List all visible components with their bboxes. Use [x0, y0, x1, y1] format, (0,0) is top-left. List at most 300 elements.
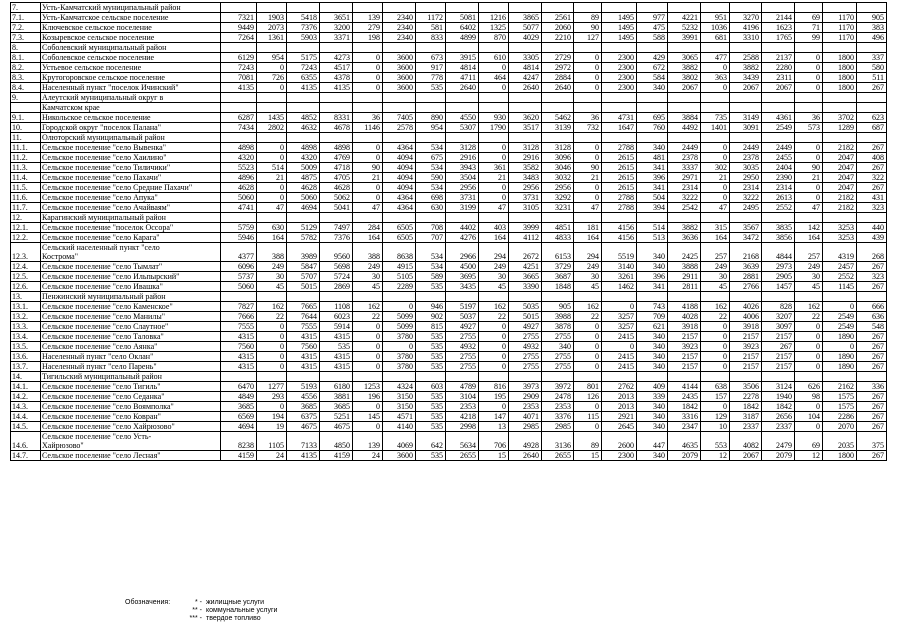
- cell-value: 496: [857, 33, 887, 43]
- cell-value: [701, 213, 730, 223]
- cell-value: 3035: [730, 163, 762, 173]
- cell-value: 403: [479, 223, 509, 233]
- cell-value: 954: [257, 53, 287, 63]
- cell-value: 902: [416, 312, 446, 322]
- cell-value: [730, 103, 762, 113]
- cell-value: 1495: [602, 33, 637, 43]
- cell-value: 2552: [823, 272, 857, 282]
- cell-value: [287, 372, 320, 382]
- cell-value: 2640: [509, 83, 542, 93]
- cell-value: 195: [479, 392, 509, 402]
- cell-value: 4315: [320, 362, 353, 372]
- cell-value: 0: [574, 193, 602, 203]
- cell-value: 3835: [762, 223, 795, 233]
- cell-value: 2561: [542, 13, 574, 23]
- cell-value: 5129: [287, 223, 320, 233]
- cell-value: 0: [823, 342, 857, 352]
- row-code: 13.5.: [11, 342, 41, 352]
- cell-value: [762, 133, 795, 143]
- row-name: Сельское поселение "село Аянка": [41, 342, 221, 352]
- cell-value: 22: [479, 312, 509, 322]
- cell-value: 5634: [446, 432, 479, 451]
- cell-value: [668, 133, 701, 143]
- cell-value: 408: [857, 153, 887, 163]
- cell-value: [257, 103, 287, 113]
- cell-value: 3136: [542, 432, 574, 451]
- cell-value: 164: [574, 233, 602, 243]
- cell-value: [353, 3, 383, 13]
- cell-value: 439: [857, 233, 887, 243]
- table-row: [11, 163, 887, 173]
- cell-value: 7376: [287, 23, 320, 33]
- cell-value: 4571: [383, 412, 416, 422]
- cell-value: 8638: [383, 243, 416, 262]
- row-code: 14.5.: [11, 422, 41, 432]
- legend-text: коммунальные услуги: [206, 607, 278, 614]
- cell-value: 2047: [823, 183, 857, 193]
- cell-value: 4094: [383, 173, 416, 183]
- cell-value: 4026: [730, 302, 762, 312]
- table-row: [11, 183, 887, 193]
- cell-value: [857, 93, 887, 103]
- cell-value: 2549: [823, 312, 857, 322]
- cell-value: 45: [353, 282, 383, 292]
- cell-value: 2300: [602, 73, 637, 83]
- cell-value: [383, 133, 416, 143]
- cell-value: 698: [416, 193, 446, 203]
- cell-value: 2415: [602, 332, 637, 342]
- row-code: 13.2.: [11, 312, 41, 322]
- cell-value: 2378: [730, 153, 762, 163]
- cell-value: [701, 133, 730, 143]
- cell-value: 341: [637, 282, 668, 292]
- cell-value: 7644: [287, 312, 320, 322]
- cell-value: 2289: [383, 282, 416, 292]
- cell-value: 0: [353, 183, 383, 193]
- cell-value: 3105: [509, 203, 542, 213]
- cell-value: 5099: [383, 322, 416, 332]
- cell-value: 0: [701, 342, 730, 352]
- cell-value: 3865: [509, 13, 542, 23]
- cell-value: [416, 3, 446, 13]
- cell-value: 0: [701, 143, 730, 153]
- cell-value: 4899: [446, 33, 479, 43]
- table-row: [11, 13, 887, 23]
- cell-value: 709: [637, 312, 668, 322]
- cell-value: 0: [795, 53, 823, 63]
- row-code: 8.2.: [11, 63, 41, 73]
- cell-value: [509, 213, 542, 223]
- cell-value: 69: [795, 432, 823, 451]
- cell-value: 4247: [509, 73, 542, 83]
- cell-value: [668, 292, 701, 302]
- cell-value: 3091: [730, 123, 762, 133]
- cell-value: 534: [416, 183, 446, 193]
- cell-value: 4898: [221, 143, 257, 153]
- row-code: 12.: [11, 213, 41, 223]
- table-row: [11, 272, 887, 282]
- cell-value: 3435: [446, 282, 479, 292]
- cell-value: 3780: [383, 362, 416, 372]
- cell-value: 22: [795, 312, 823, 322]
- cell-value: [446, 3, 479, 13]
- row-code: 14.2.: [11, 392, 41, 402]
- cell-value: 0: [257, 342, 287, 352]
- cell-value: [542, 43, 574, 53]
- cell-value: 977: [637, 13, 668, 23]
- cell-value: 3150: [383, 402, 416, 412]
- cell-value: 534: [416, 163, 446, 173]
- row-name: Сельское поселение "село Карага": [41, 233, 221, 243]
- row-code: 11.1.: [11, 143, 41, 153]
- cell-value: [730, 372, 762, 382]
- cell-value: 2640: [509, 451, 542, 461]
- cell-value: [383, 43, 416, 53]
- cell-value: [762, 43, 795, 53]
- cell-value: 4932: [446, 342, 479, 352]
- cell-value: 0: [795, 352, 823, 362]
- cell-value: 5782: [287, 233, 320, 243]
- cell-value: [574, 292, 602, 302]
- cell-value: 47: [701, 203, 730, 213]
- cell-value: 1105: [257, 432, 287, 451]
- cell-value: 621: [637, 322, 668, 332]
- table-row: [11, 402, 887, 412]
- cell-value: 162: [479, 302, 509, 312]
- cell-value: 1800: [823, 83, 857, 93]
- cell-value: 3472: [730, 233, 762, 243]
- cell-value: 0: [574, 83, 602, 93]
- cell-value: 30: [353, 272, 383, 282]
- cell-value: 36: [795, 113, 823, 123]
- cell-value: 778: [416, 73, 446, 83]
- cell-value: 21: [257, 173, 287, 183]
- cell-value: 5175: [287, 53, 320, 63]
- cell-value: 630: [416, 203, 446, 213]
- cell-value: 3200: [320, 23, 353, 33]
- cell-value: 5105: [383, 272, 416, 282]
- cell-value: 726: [257, 73, 287, 83]
- cell-value: 4635: [668, 432, 701, 451]
- cell-value: 2495: [730, 203, 762, 213]
- cell-value: 388: [353, 243, 383, 262]
- cell-value: 4789: [446, 382, 479, 392]
- cell-value: 5060: [287, 193, 320, 203]
- cell-value: 7434: [221, 123, 257, 133]
- cell-value: 383: [857, 23, 887, 33]
- row-code: 9.: [11, 93, 41, 103]
- row-code: 11.4.: [11, 173, 41, 183]
- cell-value: [542, 103, 574, 113]
- cell-value: [762, 93, 795, 103]
- cell-value: 71: [795, 23, 823, 33]
- cell-value: 157: [701, 392, 730, 402]
- cell-value: 534: [416, 143, 446, 153]
- cell-value: 2137: [762, 53, 795, 63]
- cell-value: 336: [857, 382, 887, 392]
- cell-value: 194: [257, 412, 287, 422]
- cell-value: [446, 133, 479, 143]
- cell-value: [221, 3, 257, 13]
- cell-value: [257, 372, 287, 382]
- cell-value: 4402: [446, 223, 479, 233]
- cell-value: 0: [353, 73, 383, 83]
- cell-value: 0: [479, 332, 509, 342]
- cell-value: [287, 93, 320, 103]
- cell-value: 3888: [668, 262, 701, 272]
- cell-value: [320, 292, 353, 302]
- cell-value: 1401: [701, 123, 730, 133]
- cell-value: [446, 292, 479, 302]
- cell-value: 396: [637, 173, 668, 183]
- cell-value: 4315: [221, 332, 257, 342]
- cell-value: 1172: [416, 13, 446, 23]
- cell-value: 12: [701, 451, 730, 461]
- cell-value: 162: [701, 302, 730, 312]
- cell-value: 4140: [383, 422, 416, 432]
- cell-value: 1890: [823, 352, 857, 362]
- cell-value: [762, 372, 795, 382]
- cell-value: 642: [416, 432, 446, 451]
- cell-value: 3139: [542, 123, 574, 133]
- cell-value: [446, 43, 479, 53]
- row-code: 7.2.: [11, 23, 41, 33]
- cell-value: 7243: [287, 63, 320, 73]
- cell-value: 0: [795, 83, 823, 93]
- row-code: 11.5.: [11, 183, 41, 193]
- cell-value: 4315: [221, 352, 257, 362]
- cell-value: 0: [574, 422, 602, 432]
- cell-value: 4556: [287, 392, 320, 402]
- cell-value: 3882: [730, 63, 762, 73]
- cell-value: 4315: [320, 332, 353, 342]
- row-name: Сельское поселение "село Средние Пахачи": [41, 183, 221, 193]
- cell-value: 4896: [221, 173, 257, 183]
- cell-value: 0: [701, 83, 730, 93]
- cell-value: 1800: [823, 73, 857, 83]
- cell-value: [823, 3, 857, 13]
- cell-value: 279: [353, 23, 383, 33]
- cell-value: [509, 3, 542, 13]
- cell-value: [479, 103, 509, 113]
- row-code: 13.1.: [11, 302, 41, 312]
- cell-value: 4082: [730, 432, 762, 451]
- cell-value: [637, 93, 668, 103]
- row-name: Сельское поселение "село Седанка": [41, 392, 221, 402]
- table-row: [11, 282, 887, 292]
- cell-value: 0: [257, 143, 287, 153]
- cell-value: 2656: [762, 412, 795, 422]
- cell-value: 340: [637, 342, 668, 352]
- cell-value: 0: [574, 63, 602, 73]
- cell-value: [637, 133, 668, 143]
- cell-value: 45: [574, 282, 602, 292]
- cell-value: 45: [257, 282, 287, 292]
- cell-value: [574, 213, 602, 223]
- cell-value: [542, 93, 574, 103]
- cell-value: 257: [701, 243, 730, 262]
- cell-value: [287, 43, 320, 53]
- table-row: [11, 451, 887, 461]
- cell-value: [574, 93, 602, 103]
- cell-value: 535: [416, 412, 446, 422]
- cell-value: 3780: [383, 332, 416, 342]
- cell-value: 5081: [446, 13, 479, 23]
- cell-value: [574, 133, 602, 143]
- cell-value: 0: [353, 153, 383, 163]
- cell-value: 5737: [221, 272, 257, 282]
- cell-value: 7665: [287, 302, 320, 312]
- cell-value: 2640: [542, 83, 574, 93]
- cell-value: 90: [353, 163, 383, 173]
- cell-value: 4135: [320, 83, 353, 93]
- cell-value: 4850: [320, 432, 353, 451]
- cell-value: 2286: [823, 412, 857, 422]
- cell-value: [795, 372, 823, 382]
- cell-value: [857, 372, 887, 382]
- cell-value: 3639: [730, 262, 762, 272]
- cell-value: 1575: [823, 402, 857, 412]
- cell-value: 2067: [730, 451, 762, 461]
- cell-value: 4251: [509, 262, 542, 272]
- cell-value: 145: [353, 412, 383, 422]
- table-group-row: [11, 372, 887, 382]
- cell-value: 13: [479, 422, 509, 432]
- cell-value: 4741: [221, 203, 257, 213]
- cell-value: 129: [701, 412, 730, 422]
- cell-value: 2909: [509, 392, 542, 402]
- cell-value: 47: [257, 203, 287, 213]
- cell-value: [221, 133, 257, 143]
- cell-value: 1890: [823, 362, 857, 372]
- cell-value: 2047: [823, 173, 857, 183]
- cell-value: 1842: [668, 402, 701, 412]
- cell-value: 0: [574, 342, 602, 352]
- cell-value: 2881: [730, 272, 762, 282]
- cell-value: 673: [416, 53, 446, 63]
- cell-value: [479, 3, 509, 13]
- cell-value: 905: [857, 13, 887, 23]
- cell-value: 147: [479, 412, 509, 422]
- cell-value: 3253: [823, 223, 857, 233]
- cell-value: 1848: [542, 282, 574, 292]
- cell-value: 2921: [602, 412, 637, 422]
- cell-value: 2340: [383, 13, 416, 23]
- cell-value: 1800: [823, 53, 857, 63]
- cell-value: 2729: [542, 53, 574, 63]
- cell-value: 2300: [602, 451, 637, 461]
- cell-value: [823, 93, 857, 103]
- cell-value: 514: [257, 163, 287, 173]
- cell-value: 6470: [221, 382, 257, 392]
- cell-value: 0: [701, 153, 730, 163]
- cell-value: [446, 103, 479, 113]
- cell-value: 2869: [320, 282, 353, 292]
- cell-value: 6569: [221, 412, 257, 422]
- cell-value: 5523: [221, 163, 257, 173]
- cell-value: 45: [479, 282, 509, 292]
- cell-value: 2013: [602, 392, 637, 402]
- cell-value: 3687: [542, 272, 574, 282]
- cell-value: [542, 292, 574, 302]
- cell-value: 267: [857, 332, 887, 342]
- row-name: Сельское поселение "село Хайрюзово": [41, 422, 221, 432]
- cell-value: 99: [795, 33, 823, 43]
- cell-value: 2615: [602, 183, 637, 193]
- cell-value: 3636: [668, 233, 701, 243]
- cell-value: [668, 103, 701, 113]
- table-row: [11, 382, 887, 392]
- cell-value: 323: [857, 203, 887, 213]
- row-code: 13.7.: [11, 362, 41, 372]
- cell-value: 2973: [762, 262, 795, 272]
- cell-value: 0: [383, 342, 416, 352]
- cell-value: 3918: [668, 322, 701, 332]
- row-code: 12.1.: [11, 223, 41, 233]
- cell-value: 3096: [542, 153, 574, 163]
- cell-value: 4324: [383, 382, 416, 392]
- cell-value: [602, 292, 637, 302]
- cell-value: 6505: [383, 233, 416, 243]
- cell-value: 2340: [383, 23, 416, 33]
- row-name: Сельское поселение "село Таловка": [41, 332, 221, 342]
- cell-value: 340: [637, 451, 668, 461]
- cell-value: 4500: [446, 262, 479, 272]
- cell-value: 1890: [823, 332, 857, 342]
- cell-value: 15: [479, 451, 509, 461]
- cell-value: 3305: [509, 53, 542, 63]
- cell-value: 2950: [730, 173, 762, 183]
- cell-value: 3600: [383, 53, 416, 63]
- table-row: [11, 53, 887, 63]
- table-row: [11, 412, 887, 422]
- cell-value: [257, 3, 287, 13]
- cell-value: 2615: [602, 173, 637, 183]
- cell-value: 3207: [762, 312, 795, 322]
- cell-value: 2378: [668, 153, 701, 163]
- cell-value: 581: [416, 23, 446, 33]
- cell-value: 2390: [762, 173, 795, 183]
- cell-value: 3989: [287, 243, 320, 262]
- cell-value: 3337: [668, 163, 701, 173]
- cell-value: 548: [857, 322, 887, 332]
- cell-value: [509, 103, 542, 113]
- cell-value: 828: [762, 302, 795, 312]
- cell-value: [383, 3, 416, 13]
- cell-value: 638: [701, 382, 730, 392]
- cell-value: 3253: [823, 233, 857, 243]
- cell-value: [762, 292, 795, 302]
- cell-value: 2998: [446, 422, 479, 432]
- row-name: Сельское поселение "село Ачайваям": [41, 203, 221, 213]
- cell-value: 7560: [287, 342, 320, 352]
- cell-value: 4156: [602, 223, 637, 233]
- cell-value: 4364: [383, 193, 416, 203]
- cell-value: 3856: [762, 233, 795, 243]
- cell-value: 1216: [479, 13, 509, 23]
- cell-value: [509, 93, 542, 103]
- cell-value: 340: [637, 352, 668, 362]
- cell-value: 142: [795, 223, 823, 233]
- row-name: Населенный пункт "поселок Ичинский": [41, 83, 221, 93]
- cell-value: 4927: [446, 322, 479, 332]
- cell-value: [446, 213, 479, 223]
- cell-value: 0: [257, 63, 287, 73]
- cell-value: 0: [574, 183, 602, 193]
- cell-value: 394: [637, 203, 668, 213]
- cell-value: 4159: [221, 451, 257, 461]
- cell-value: 4156: [602, 233, 637, 243]
